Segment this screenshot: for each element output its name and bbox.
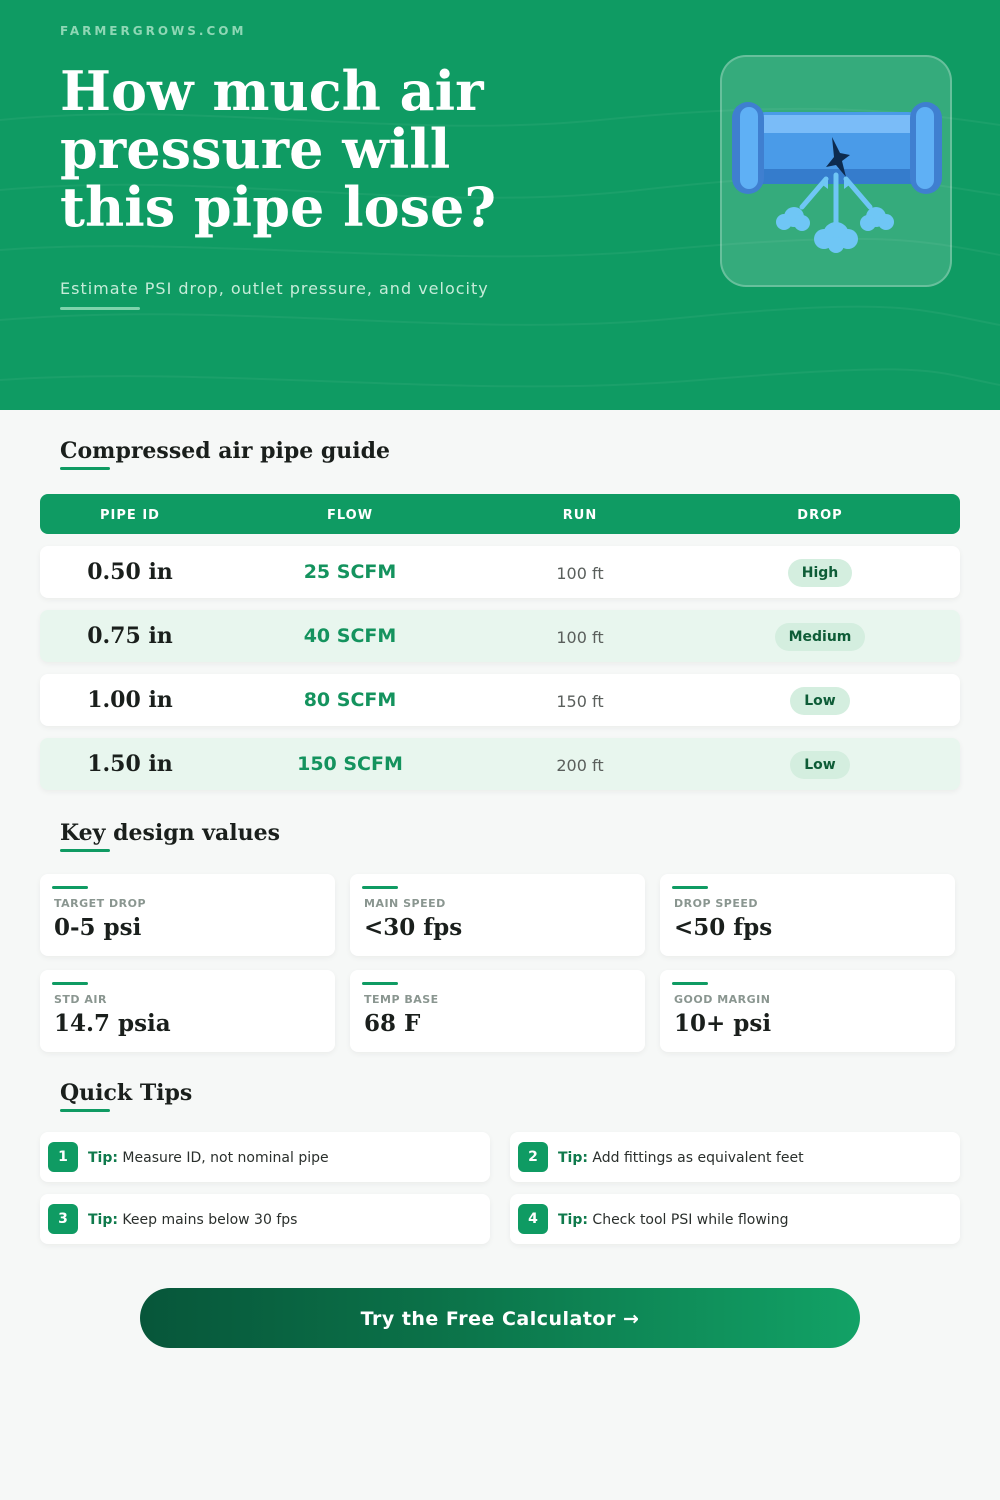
- tips-title: Quick Tips: [60, 1080, 193, 1106]
- card-label: TARGET DROP: [54, 897, 147, 910]
- guide-title-bar: [60, 467, 110, 470]
- guide-title: Compressed air pipe guide: [60, 438, 390, 464]
- page-subtitle: Estimate PSI drop, outlet pressure, and velocity: [60, 279, 489, 298]
- leaking-pipe-icon: [722, 57, 950, 285]
- cell-pipe-id: 1.00 in: [87, 687, 173, 713]
- tip-number: 4: [518, 1204, 548, 1234]
- tip-prefix: Tip:: [558, 1212, 588, 1228]
- card-label: DROP SPEED: [674, 897, 758, 910]
- table-header: [40, 494, 960, 534]
- tip-text: Check tool PSI while flowing: [592, 1212, 789, 1228]
- try-calculator-button[interactable]: Try the Free Calculator →: [140, 1288, 860, 1348]
- drop-badge: Low: [790, 751, 849, 779]
- tip-item: [40, 1132, 490, 1182]
- site-name: FARMERGROWS.COM: [60, 24, 247, 38]
- tip-item: [510, 1194, 960, 1244]
- design-card: [660, 970, 955, 1052]
- cell-flow: 80 SCFM: [303, 689, 397, 711]
- column-run: RUN: [562, 508, 598, 523]
- drop-badge: Medium: [775, 623, 866, 651]
- card-accent: [362, 982, 398, 985]
- tips-title-bar: [60, 1109, 110, 1112]
- column-drop: DROP: [797, 508, 843, 523]
- cell-flow: 150 SCFM: [297, 753, 403, 775]
- card-value: 68 F: [364, 1010, 421, 1037]
- tip-number: 1: [48, 1142, 78, 1172]
- tip-number: 3: [48, 1204, 78, 1234]
- drop-badge: Low: [790, 687, 849, 715]
- design-title: Key design values: [60, 820, 281, 846]
- card-label: TEMP BASE: [364, 993, 439, 1006]
- card-value: <50 fps: [674, 914, 773, 941]
- cell-flow: 25 SCFM: [303, 561, 397, 583]
- tip-text: Keep mains below 30 fps: [122, 1212, 298, 1228]
- card-label: GOOD MARGIN: [674, 993, 771, 1006]
- cell-run: 200 ft: [556, 756, 604, 775]
- tip-prefix: Tip:: [558, 1150, 588, 1166]
- tip-text: Add fittings as equivalent feet: [592, 1150, 804, 1166]
- design-title-bar: [60, 849, 110, 852]
- card-accent: [362, 886, 398, 889]
- drop-badge: High: [788, 559, 853, 587]
- cell-run: 100 ft: [556, 628, 604, 647]
- column-pipe-id: PIPE ID: [100, 508, 160, 523]
- page-title: How much air pressure will this pipe lose?: [60, 59, 497, 239]
- design-card: [350, 874, 645, 956]
- design-card: [40, 970, 335, 1052]
- hero-banner: [0, 0, 1000, 410]
- card-value: 14.7 psia: [54, 1010, 171, 1037]
- card-value: 0-5 psi: [54, 914, 142, 941]
- card-label: STD AIR: [54, 993, 107, 1006]
- design-card: [40, 874, 335, 956]
- cell-pipe-id: 1.50 in: [87, 751, 173, 777]
- tip-item: [40, 1194, 490, 1244]
- cell-run: 100 ft: [556, 564, 604, 583]
- cell-flow: 40 SCFM: [303, 625, 397, 647]
- card-accent: [52, 886, 88, 889]
- design-card: [350, 970, 645, 1052]
- cell-pipe-id: 0.50 in: [87, 559, 173, 585]
- table-row: [40, 546, 960, 598]
- tip-item: [510, 1132, 960, 1182]
- tip-number: 2: [518, 1142, 548, 1172]
- table-row: [40, 674, 960, 726]
- card-accent: [52, 982, 88, 985]
- subtitle-underline: [60, 307, 140, 310]
- cell-pipe-id: 0.75 in: [87, 623, 173, 649]
- icon-tile: [720, 55, 952, 287]
- design-card: [660, 874, 955, 956]
- card-accent: [672, 886, 708, 889]
- table-row: [40, 610, 960, 662]
- cell-run: 150 ft: [556, 692, 604, 711]
- tip-prefix: Tip:: [88, 1150, 118, 1166]
- table-row: [40, 738, 960, 790]
- card-value: <30 fps: [364, 914, 463, 941]
- card-label: MAIN SPEED: [364, 897, 446, 910]
- card-value: 10+ psi: [674, 1010, 772, 1037]
- tip-text: Measure ID, not nominal pipe: [122, 1150, 329, 1166]
- tip-prefix: Tip:: [88, 1212, 118, 1228]
- column-flow: FLOW: [326, 508, 374, 523]
- card-accent: [672, 982, 708, 985]
